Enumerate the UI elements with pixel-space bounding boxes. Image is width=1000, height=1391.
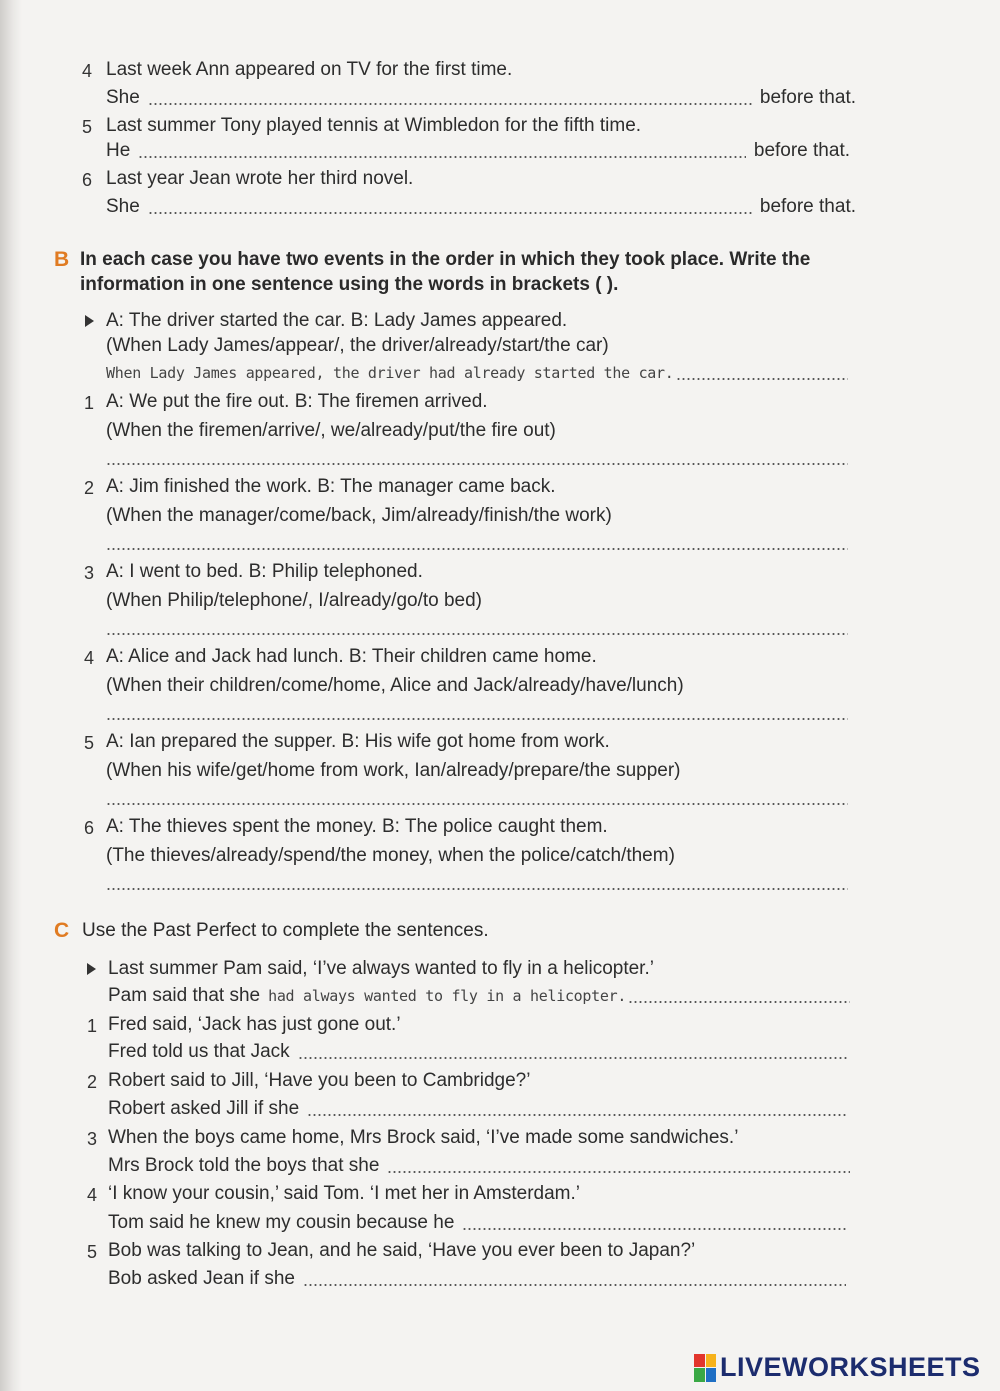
dotted-blank[interactable] xyxy=(106,462,848,466)
answer-line[interactable] xyxy=(106,196,856,218)
logo-mark-icon xyxy=(694,1354,716,1382)
dotted-blank[interactable] xyxy=(298,1056,848,1060)
item-prompt: Last summer Tony played tennis at Wimbledon for the fifth time. xyxy=(106,115,642,136)
dotted-blank[interactable] xyxy=(106,887,848,891)
item-events: A: Jim finished the work. B: The manager came back. xyxy=(106,476,556,497)
item-events: A: We put the fire out. B: The firemen arrived. xyxy=(106,391,488,412)
dotted-blank[interactable] xyxy=(138,155,746,159)
logo-square-icon xyxy=(706,1354,717,1368)
answer-start: Robert asked Jill if she xyxy=(108,1098,300,1119)
example-arrow-icon xyxy=(87,963,96,975)
item-brackets: (When his wife/get/home from work, Ian/already/prepare/the supper) xyxy=(106,760,681,781)
item-number: 1 xyxy=(84,393,95,413)
item-sentence: Fred said, ‘Jack has just gone out.’ xyxy=(108,1014,401,1035)
item-prompt: Last week Ann appeared on TV for the first time. xyxy=(106,59,513,80)
dotted-blank[interactable] xyxy=(303,1283,846,1287)
item-number: 6 xyxy=(82,170,93,190)
logo-text: LIVEWORKSHEETS xyxy=(720,1352,981,1382)
item-sentence: When the boys came home, Mrs Brock said, ‘I’ve made some sandwiches.’ xyxy=(108,1127,739,1148)
example-answer: When Lady James appeared, the driver had already started the car. xyxy=(106,364,674,382)
dotted-blank xyxy=(628,1000,850,1004)
section-instruction: Use the Past Perfect to complete the sentences. xyxy=(82,920,489,941)
example-sentence: Last summer Pam said, ‘I’ve always wanted to fly in a helicopter.’ xyxy=(108,958,654,979)
dotted-blank[interactable] xyxy=(148,102,752,106)
logo-square-icon xyxy=(694,1354,705,1368)
answer-end: before that. xyxy=(759,196,856,217)
example-answer: had always wanted to fly in a helicopter. xyxy=(268,987,627,1005)
logo-square-icon xyxy=(706,1368,717,1382)
section-instruction: In each case you have two events in the order in which they took place. Write the xyxy=(80,249,811,270)
dotted-blank[interactable] xyxy=(106,717,848,721)
item-prompt: Last year Jean wrote her third novel. xyxy=(106,168,414,189)
dotted-blank[interactable] xyxy=(387,1170,850,1174)
item-number: 6 xyxy=(84,818,95,838)
answer-line[interactable] xyxy=(106,87,856,109)
answer-line[interactable] xyxy=(108,1041,848,1063)
answer-line[interactable] xyxy=(106,787,848,809)
answer-end: before that. xyxy=(753,140,850,161)
answer-start: Fred told us that Jack xyxy=(108,1041,290,1062)
logo-square-icon xyxy=(694,1368,705,1382)
example-answer-line xyxy=(106,362,848,384)
section-letter: B xyxy=(54,248,70,271)
item-events: A: Alice and Jack had lunch. B: Their children came home. xyxy=(106,646,597,667)
dotted-blank[interactable] xyxy=(106,802,848,806)
answer-start: Pam said that she xyxy=(108,985,261,1006)
dotted-blank[interactable] xyxy=(106,547,848,551)
page-edge-shadow xyxy=(0,0,22,1391)
answer-start: She xyxy=(106,196,140,217)
answer-start: He xyxy=(106,140,131,161)
item-brackets: (When the firemen/arrive/, we/already/put/the fire out) xyxy=(106,420,556,441)
dotted-blank xyxy=(676,377,848,381)
dotted-blank[interactable] xyxy=(148,211,752,215)
example-arrow-icon xyxy=(85,315,94,327)
answer-line[interactable] xyxy=(106,447,848,469)
answer-start: She xyxy=(106,87,140,108)
item-number: 5 xyxy=(84,733,95,753)
item-number: 4 xyxy=(84,648,95,668)
item-sentence: ‘I know your cousin,’ said Tom. ‘I met her in Amsterdam.’ xyxy=(108,1183,581,1204)
item-events: A: Ian prepared the supper. B: His wife got home from work. xyxy=(106,731,610,752)
section-letter: C xyxy=(54,919,70,942)
dotted-blank[interactable] xyxy=(106,632,848,636)
item-number: 2 xyxy=(84,478,95,498)
liveworksheets-logo xyxy=(694,1352,981,1383)
example-answer-line xyxy=(108,985,850,1007)
answer-line[interactable] xyxy=(106,702,848,724)
item-brackets: (When the manager/come/back, Jim/already/finish/the work) xyxy=(106,505,612,526)
item-sentence: Robert said to Jill, ‘Have you been to Cambridge?’ xyxy=(108,1070,531,1091)
item-number: 3 xyxy=(87,1129,98,1149)
dotted-blank[interactable] xyxy=(307,1113,848,1117)
answer-end: before that. xyxy=(759,87,856,108)
answer-start: Bob asked Jean if she xyxy=(108,1268,295,1289)
answer-line[interactable] xyxy=(108,1155,850,1177)
section-instruction: information in one sentence using the words in brackets ( ). xyxy=(80,274,619,295)
item-brackets: (The thieves/already/spend/the money, when the police/catch/them) xyxy=(106,845,675,866)
dotted-blank[interactable] xyxy=(462,1227,848,1231)
item-brackets: (When their children/come/home, Alice and Jack/already/have/lunch) xyxy=(106,675,684,696)
example-brackets: (When Lady James/appear/, the driver/already/start/the car) xyxy=(106,335,609,356)
item-number: 1 xyxy=(87,1016,98,1036)
item-events: A: I went to bed. B: Philip telephoned. xyxy=(106,561,423,582)
answer-line[interactable] xyxy=(108,1268,846,1290)
answer-line[interactable] xyxy=(106,617,848,639)
item-number: 3 xyxy=(84,563,95,583)
item-number: 4 xyxy=(87,1185,98,1205)
item-number: 5 xyxy=(82,117,93,137)
answer-line[interactable] xyxy=(108,1212,848,1234)
item-number: 4 xyxy=(82,61,93,81)
answer-line[interactable] xyxy=(106,872,848,894)
answer-start: Mrs Brock told the boys that she xyxy=(108,1155,380,1176)
answer-line[interactable] xyxy=(106,140,850,162)
item-number: 2 xyxy=(87,1072,98,1092)
example-events: A: The driver started the car. B: Lady James appeared. xyxy=(106,310,568,331)
item-sentence: Bob was talking to Jean, and he said, ‘Have you ever been to Japan?’ xyxy=(108,1240,696,1261)
item-brackets: (When Philip/telephone/, I/already/go/to bed) xyxy=(106,590,483,611)
answer-line[interactable] xyxy=(106,532,848,554)
item-number: 5 xyxy=(87,1242,98,1262)
answer-start: Tom said he knew my cousin because he xyxy=(108,1212,455,1233)
answer-line[interactable] xyxy=(108,1098,848,1120)
item-events: A: The thieves spent the money. B: The police caught them. xyxy=(106,816,608,837)
